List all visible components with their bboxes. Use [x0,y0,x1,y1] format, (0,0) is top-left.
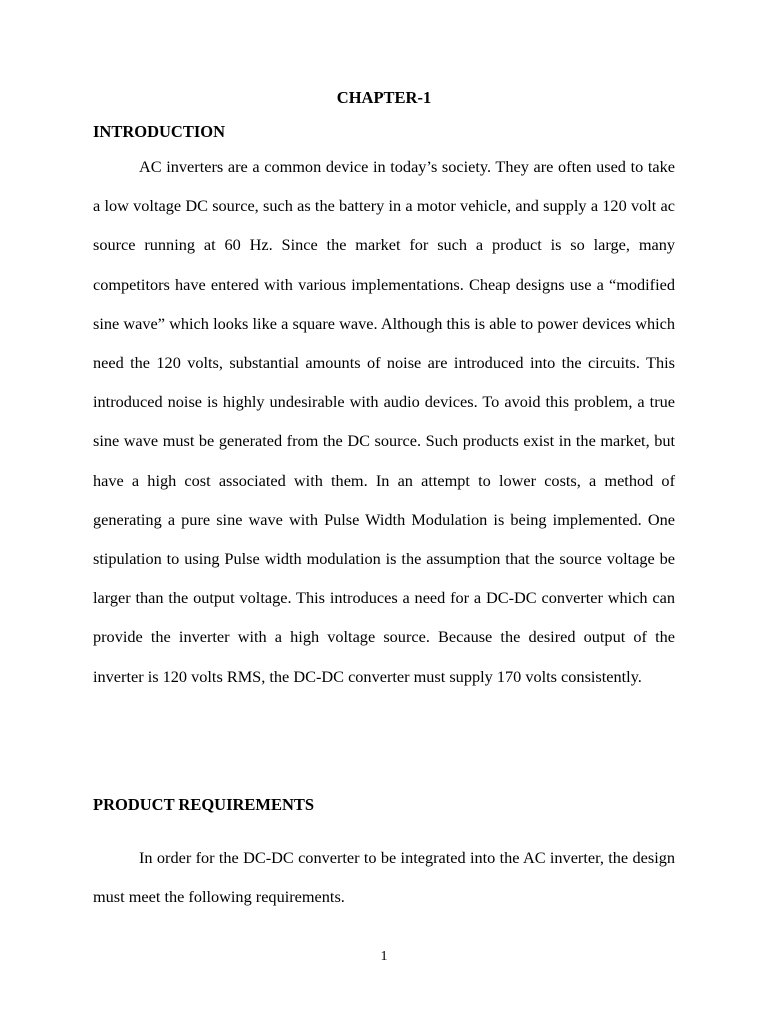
chapter-title: CHAPTER-1 [336,88,432,107]
section-heading-product-requirements: PRODUCT REQUIREMENTS [93,795,315,814]
section-heading-introduction: INTRODUCTION [93,122,226,141]
page-number: 1 [380,949,388,964]
product-requirements-paragraph: In order for the DC-DC converter to be integrated into the AC inverter, the design must meet the following requirements. [93,848,675,907]
introduction-paragraph: AC inverters are a common device in today’s society. They are often used to take a low voltage DC source, such as the battery in a motor vehicle, and supply a 120 volt ac source running at 60 Hz. Since the market for such a product is so large, many competitors have entered with various implementations. Cheap designs use a “modified sine wave” which looks like a square wave. Although this is able to power devices which need the 120 volts, substantial amounts of noise are introduced into the circuits. This introduced noise is highly undesirable with audio devices. To avoid this problem, a true sine wave must be generated from the DC source. Such products exist in the market, but have a high cost associated with them. In an attempt to lower costs, a method of generating a pure sine wave with Pulse Width Modulation is being implemented. One stipulation to using Pulse width modulation is the assumption that the source voltage be larger than the output voltage. This introduces a need for a DC-DC converter which can provide the inverter with a high voltage source. Because the desired output of the inverter is 120 volts RMS, the DC-DC converter must supply 170 volts consistently. [93,157,675,686]
